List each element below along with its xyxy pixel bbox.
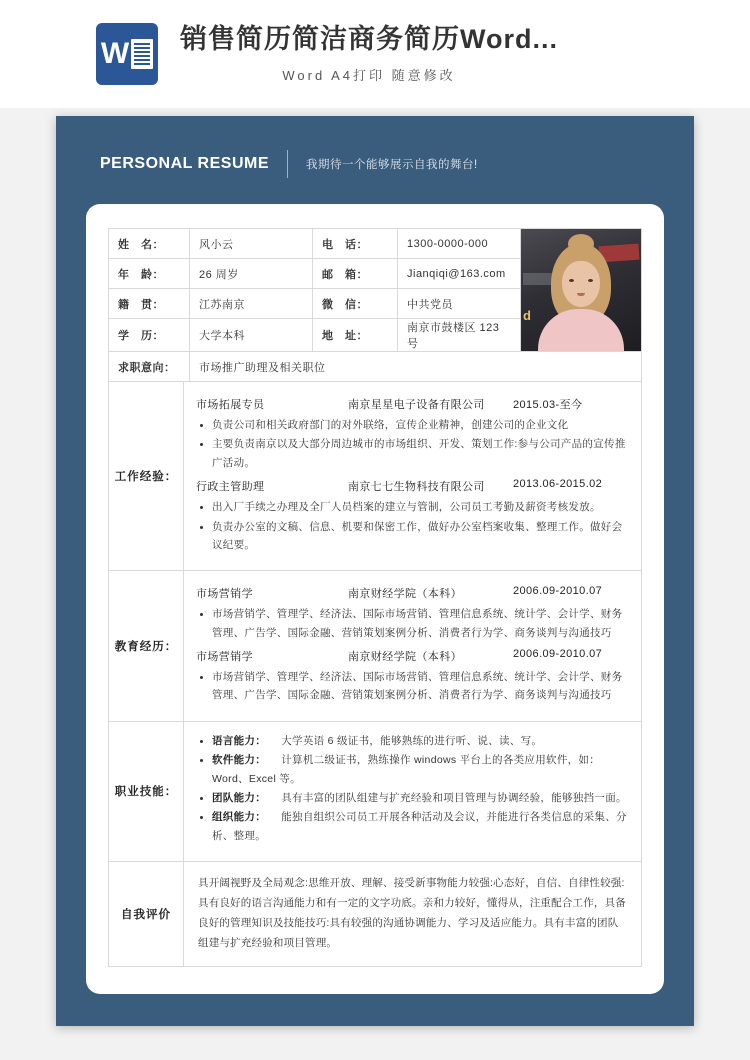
skills-section [108,721,642,862]
education-school: 南京财经学院（本科） [348,651,462,663]
avatar-photo [521,229,641,351]
value-intention: 市场推广助理及相关职位 [190,352,642,382]
skill-name: 语言能力： [212,734,266,747]
skill-text: 能独自组织公司员工开展各种活动及会议，并能进行各类信息的采集、分析、整理。 [212,811,627,842]
document-lines-icon [131,39,153,69]
table-row [109,229,642,259]
value-wechat: 中共党员 [398,289,521,319]
word-logo-letter: W [100,37,130,70]
label-wechat: 微 信： [313,289,398,319]
work-bullets [196,498,631,554]
page-title: 销售简历简洁商务简历Word... [180,23,558,54]
work-experience-section [108,381,642,571]
table-row [109,571,642,722]
education-entry-header [196,648,631,664]
banner-divider [287,150,288,178]
work-bullets [196,416,631,472]
value-name: 风小云 [190,229,313,259]
education-bullets [196,668,631,705]
work-company: 南京七七生物科技有限公司 [348,481,485,494]
document-canvas [0,108,750,1060]
table-row [109,382,642,571]
resume-banner-slogan: 我期待一个能够展示自我的舞台! [306,159,478,171]
section-label-work: 工作经验： [109,382,184,571]
photo-backdrop-poster-2 [523,273,553,285]
label-age: 年 龄： [109,259,190,289]
resume-card [86,204,664,994]
education-bullets [196,605,631,642]
work-entry-header [196,396,631,412]
education-date: 2006.09-2010.07 [513,585,603,598]
table-row [109,721,642,861]
photo-shirt [538,309,624,351]
photo-watermark: d [523,308,532,323]
section-label-self-eval: 自我评价 [109,862,184,967]
skill-text: 具有丰富的团队组建与扩充经验和项目管理与协调经验，能够独挡一面。 [281,791,627,804]
section-label-education: 教育经历： [109,571,184,722]
list-item: • 市场营销学、管理学、经济法、国际市场营销、管理信息系统、统计学、会计学、财务管理、广告学、国际金融、营销策划案例分析、消费者行为学、商务谈判与沟通技巧 [212,605,631,642]
value-address: 南京市鼓楼区 123 号 [398,319,521,352]
resume-page [56,116,694,1026]
list-item [212,808,631,845]
resume-banner [56,116,694,196]
list-item: • 市场营销学、管理学、经济法、国际市场营销、管理信息系统、统计学、会计学、财务管理、广告学、国际金融、营销策划案例分析、消费者行为学、商务谈判与沟通技巧 [212,668,631,705]
skill-name: 组织能力： [212,811,266,824]
skill-name: 软件能力： [212,754,266,767]
value-email: Jianqiqi@163.com [398,259,521,289]
work-date: 2013.06-2015.02 [513,478,603,491]
education-school: 南京财经学院（本科） [348,588,462,601]
list-item: • 主要负责南京以及大部分周边城市的市场组织、开发、策划工作:参与公司产品的宣传推广活动。 [212,435,631,472]
label-email: 邮 箱： [313,259,398,289]
value-origin: 江苏南京 [190,289,313,319]
education-major: 市场营销学 [196,651,253,663]
section-body-skills [184,721,642,861]
label-origin: 籍 贯： [109,289,190,319]
label-phone: 电 话： [313,229,398,259]
list-item [212,789,631,807]
section-body-education [184,571,642,722]
skill-text: 计算机二级证书，熟练操作 windows 平台上的各类应用软件，如：Word、Excel 等。 [212,754,601,785]
work-date: 2015.03-至今 [513,399,583,411]
word-doc-icon [96,23,158,85]
self-evaluation-section [108,861,642,967]
page-header [0,0,750,108]
basic-info-table [108,228,642,382]
skill-name: 团队能力： [212,791,266,804]
education-entry-header [196,585,631,601]
skill-text: 大学英语 6 级证书，能够熟练的进行听、说、读、写。 [281,734,543,747]
list-item [212,751,631,788]
page-subtitle: Word A4打印 随意修改 [282,68,456,84]
value-education: 大学本科 [190,319,313,352]
label-intention: 求职意向： [109,352,190,382]
avatar [521,229,642,352]
list-item: • 负责办公室的文稿、信息、机要和保密工作，做好办公室档案收集、整理工作。做好会议纪要。 [212,518,631,555]
education-date: 2006.09-2010.07 [513,648,603,660]
section-body-work [184,382,642,571]
photo-eye-left [569,279,574,282]
work-title: 市场拓展专员 [196,399,265,411]
list-item [212,732,631,750]
value-phone: 1300-0000-000 [398,229,521,259]
photo-eye-right [588,279,593,282]
table-row [109,862,642,967]
education-section [108,570,642,722]
list-item: • 负责公司和相关政府部门的对外联络，宣传企业精神，创建公司的企业文化 [212,416,631,434]
work-title: 行政主管助理 [196,481,265,494]
self-evaluation-text: 具开阔视野及全局观念:思维开放、理解、接受新事物能力较强:心态好，自信、自律性较强:具有良好的语言沟通能力和有一定的文字功底。亲和力较好，懂得从，注重配合工作，具备良好的管理知识及技能技巧:具有较强的沟通协调能力、学习及适应能力。具有丰富的团队组建与扩充经验和项目管理。 [184,862,642,967]
label-education: 学 历： [109,319,190,352]
photo-face [562,261,600,307]
education-major: 市场营销学 [196,588,253,601]
work-entry-header [196,478,631,494]
value-age: 26 周岁 [190,259,313,289]
table-row [109,352,642,382]
work-company: 南京星星电子设备有限公司 [348,399,485,411]
header-text-block [180,24,558,84]
list-item: • 出入厂手续之办理及全厂人员档案的建立与管制，公司员工考勤及薪资考核发放。 [212,498,631,516]
label-address: 地 址： [313,319,398,352]
label-name: 姓 名： [109,229,190,259]
section-label-skills: 职业技能： [109,721,184,861]
resume-banner-title: PERSONAL RESUME [100,155,270,172]
skills-list [196,732,631,845]
